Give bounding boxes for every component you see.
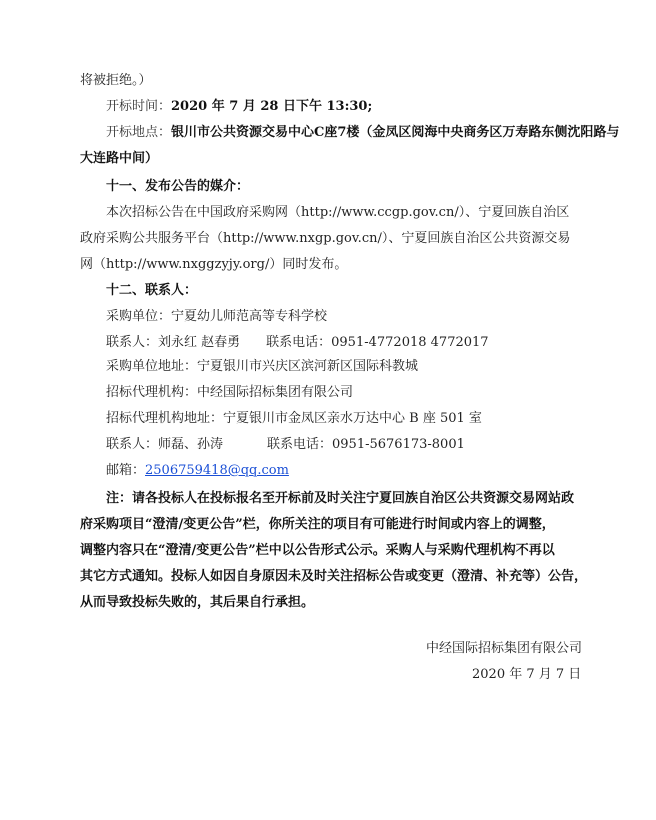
agency-phone: 联系电话：0951-5676173-8001: [267, 437, 465, 452]
bid-place: [106, 124, 619, 142]
purchaser-phone: 联系电话：0951-4772018 4772017: [266, 335, 489, 350]
purchaser-contact-label: 联系人：刘永红 赵春勇: [106, 335, 241, 350]
bid-place-label: 开标地点：: [106, 125, 172, 140]
section-11-para-3: 网（http://www.nxggzyjy.org/）同时发布。: [80, 257, 348, 272]
email: [106, 462, 289, 480]
section-11-para-2: 政府采购公共服务平台（http://www.nxgp.gov.cn/）、宁夏回族自治区公共资源交易: [80, 231, 571, 246]
notice-line-1: 注：请各投标人在投标报名至开标前及时关注宁夏回族自治区公共资源交易网站政: [106, 491, 575, 506]
section-11-para-1: 本次招标公告在中国政府采购网（http://www.ccgp.gov.cn/）、宁夏回族自治区: [106, 205, 570, 220]
purchaser: 采购单位：宁夏幼儿师范高等专科学校: [106, 309, 328, 324]
email-link[interactable]: 2506759418@qq.com: [145, 463, 289, 478]
agency-address: 招标代理机构地址：宁夏银川市金凤区亲水万达中心 B 座 501 室: [106, 411, 482, 426]
agency-contact: [106, 436, 465, 454]
notice-line-4: 其它方式通知。投标人如因自身原因未及时关注招标公告或变更（澄清、补充等）公告，: [80, 569, 588, 584]
bid-place-value-2: 大连路中间）: [80, 151, 159, 166]
section-11-title: 十一、发布公告的媒介：: [106, 179, 250, 194]
section-12-title: 十二、联系人：: [106, 283, 198, 298]
signature-date: 2020 年 7 月 7 日: [472, 667, 582, 682]
notice-line-2: 府采购项目“澄清/变更公告”栏，你所关注的项目有可能进行时间或内容上的调整，: [80, 517, 555, 532]
notice-line-3: 调整内容只在“澄清/变更公告”栏中以公告形式公示。采购人与采购代理机构不再以: [80, 543, 555, 558]
intro-tail: 将被拒绝。）: [80, 73, 152, 88]
bid-time-label: 开标时间：: [106, 99, 172, 114]
agency-contact-label: 联系人：师磊、孙涛: [106, 437, 224, 452]
bid-time-value: 2020 年 7 月 28 日下午 13:30;: [171, 99, 373, 114]
purchaser-contact: [106, 334, 489, 352]
signature-org: 中经国际招标集团有限公司: [426, 641, 583, 656]
notice-line-5: 从而导致投标失败的，其后果自行承担。: [80, 595, 315, 610]
agency: 招标代理机构：中经国际招标集团有限公司: [106, 385, 354, 400]
purchaser-address: 采购单位地址：宁夏银川市兴庆区滨河新区国际科教城: [106, 359, 419, 374]
email-label: 邮箱：: [106, 463, 146, 478]
notice-paragraph: [80, 486, 600, 616]
bid-place-value-1: 银川市公共资源交易中心C座7楼（金凤区阅海中央商务区万寿路东侧沈阳路与: [171, 125, 620, 140]
bid-time: [106, 98, 372, 116]
